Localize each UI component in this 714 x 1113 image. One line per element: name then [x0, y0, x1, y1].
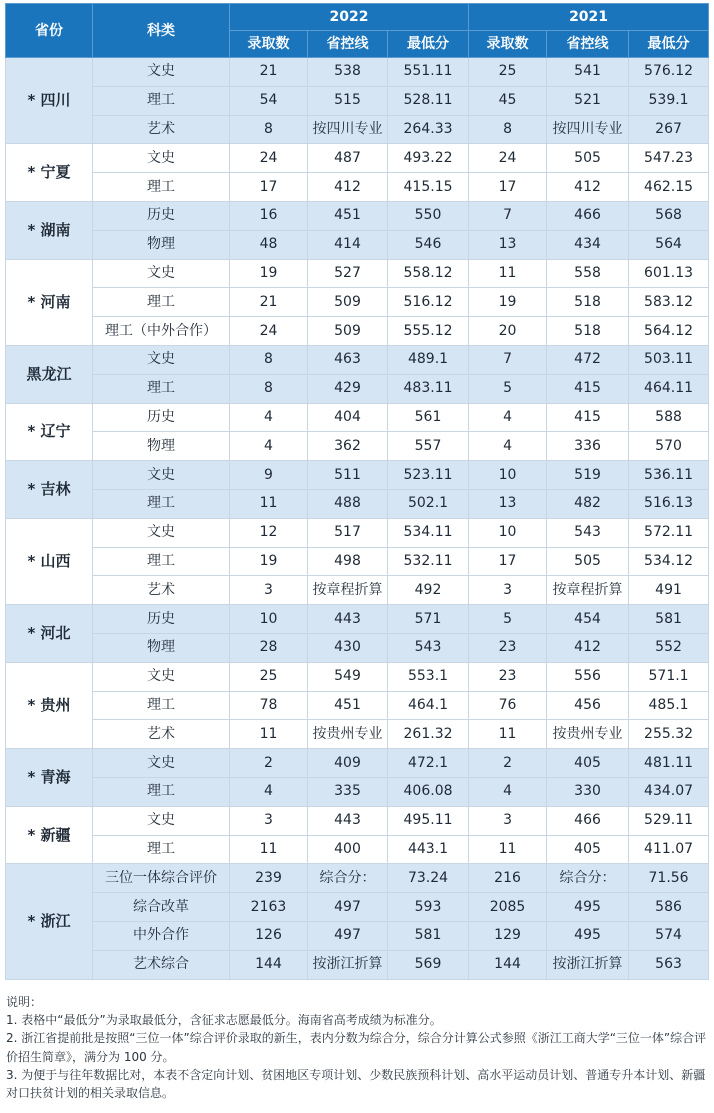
admitted-2021-cell: 17 — [469, 173, 547, 202]
min-score-2021-cell: 601.13 — [629, 259, 709, 288]
category-cell: 物理 — [93, 230, 230, 259]
category-cell: 文史 — [93, 259, 230, 288]
admitted-2022-cell: 25 — [230, 662, 308, 691]
control-line-2022-cell: 362 — [308, 432, 388, 461]
min-score-2021-cell: 485.1 — [629, 691, 709, 720]
min-score-2022-cell: 528.11 — [388, 86, 469, 115]
province-cell: * 辽宁 — [6, 403, 93, 461]
category-cell: 理工 — [93, 835, 230, 864]
control-line-2022-cell: 412 — [308, 173, 388, 202]
header-control-line-2021: 省控线 — [547, 31, 629, 58]
table-row — [6, 288, 709, 317]
min-score-2022-cell: 472.1 — [388, 749, 469, 778]
province-cell: * 青海 — [6, 749, 93, 807]
min-score-2021-cell: 411.07 — [629, 835, 709, 864]
admission-table — [5, 3, 709, 980]
table-row — [6, 86, 709, 115]
min-score-2022-cell: 546 — [388, 230, 469, 259]
min-score-2021-cell: 434.07 — [629, 777, 709, 806]
admitted-2022-cell: 9 — [230, 461, 308, 490]
category-cell: 理工 — [93, 86, 230, 115]
admitted-2021-cell: 3 — [469, 806, 547, 835]
admitted-2021-cell: 4 — [469, 432, 547, 461]
table-row — [6, 58, 709, 87]
min-score-2022-cell: 502.1 — [388, 489, 469, 518]
admitted-2021-cell: 17 — [469, 547, 547, 576]
min-score-2021-cell: 568 — [629, 201, 709, 230]
control-line-2022-cell: 404 — [308, 403, 388, 432]
control-line-2021-cell: 454 — [547, 605, 629, 634]
category-cell: 文史 — [93, 806, 230, 835]
table-row — [6, 518, 709, 547]
min-score-2021-cell: 570 — [629, 432, 709, 461]
note-item: 2. 浙江省提前批是按照“三位一体”综合评价录取的新生，表内分数为综合分，综合分计算公式参照《浙江工商大学“三位一体”综合评价招生简章》，满分为 100 分。 — [6, 1031, 707, 1064]
table-row — [6, 864, 709, 893]
header-province: 省份 — [6, 4, 93, 58]
min-score-2022-cell: 561 — [388, 403, 469, 432]
control-line-2022-cell: 509 — [308, 288, 388, 317]
control-line-2022-cell: 443 — [308, 806, 388, 835]
min-score-2022-cell: 550 — [388, 201, 469, 230]
min-score-2021-cell: 539.1 — [629, 86, 709, 115]
control-line-2021-cell: 558 — [547, 259, 629, 288]
header-year-2021: 2021 — [469, 4, 709, 31]
min-score-2022-cell: 443.1 — [388, 835, 469, 864]
min-score-2022-cell: 532.11 — [388, 547, 469, 576]
province-cell: * 四川 — [6, 58, 93, 144]
min-score-2022-cell: 464.1 — [388, 691, 469, 720]
control-line-2021-cell: 519 — [547, 461, 629, 490]
table-row — [6, 374, 709, 403]
control-line-2022-cell: 335 — [308, 777, 388, 806]
admitted-2022-cell: 24 — [230, 317, 308, 346]
min-score-2022-cell: 581 — [388, 921, 469, 950]
category-cell: 中外合作 — [93, 921, 230, 950]
min-score-2022-cell: 553.1 — [388, 662, 469, 691]
admitted-2022-cell: 8 — [230, 345, 308, 374]
control-line-2022-cell: 443 — [308, 605, 388, 634]
control-line-2022-cell: 按四川专业 — [308, 115, 388, 144]
control-line-2022-cell: 538 — [308, 58, 388, 87]
admitted-2021-cell: 23 — [469, 662, 547, 691]
header-min-score-2021: 最低分 — [629, 31, 709, 58]
min-score-2021-cell: 588 — [629, 403, 709, 432]
min-score-2021-cell: 255.32 — [629, 720, 709, 749]
admitted-2021-cell: 19 — [469, 288, 547, 317]
category-cell: 艺术 — [93, 576, 230, 605]
category-cell: 物理 — [93, 432, 230, 461]
min-score-2022-cell: 593 — [388, 893, 469, 922]
category-cell: 文史 — [93, 461, 230, 490]
table-row — [6, 259, 709, 288]
admitted-2021-cell: 20 — [469, 317, 547, 346]
control-line-2022-cell: 按贵州专业 — [308, 720, 388, 749]
admitted-2022-cell: 4 — [230, 777, 308, 806]
admitted-2022-cell: 21 — [230, 58, 308, 87]
min-score-2021-cell: 581 — [629, 605, 709, 634]
control-line-2022-cell: 488 — [308, 489, 388, 518]
category-cell: 理工（中外合作） — [93, 317, 230, 346]
min-score-2021-cell: 462.15 — [629, 173, 709, 202]
control-line-2022-cell: 517 — [308, 518, 388, 547]
control-line-2021-cell: 405 — [547, 835, 629, 864]
min-score-2021-cell: 571.1 — [629, 662, 709, 691]
table-row — [6, 461, 709, 490]
province-cell: * 山西 — [6, 518, 93, 604]
province-cell: * 新疆 — [6, 806, 93, 864]
min-score-2022-cell: 493.22 — [388, 144, 469, 173]
control-line-2022-cell: 400 — [308, 835, 388, 864]
category-cell: 三位一体综合评价 — [93, 864, 230, 893]
table-row — [6, 432, 709, 461]
admitted-2022-cell: 10 — [230, 605, 308, 634]
min-score-2022-cell: 543 — [388, 633, 469, 662]
header-min-score-2022: 最低分 — [388, 31, 469, 58]
table-row — [6, 345, 709, 374]
min-score-2021-cell: 576.12 — [629, 58, 709, 87]
min-score-2022-cell: 555.12 — [388, 317, 469, 346]
min-score-2021-cell: 564.12 — [629, 317, 709, 346]
control-line-2021-cell: 505 — [547, 547, 629, 576]
admitted-2021-cell: 11 — [469, 835, 547, 864]
control-line-2022-cell: 549 — [308, 662, 388, 691]
min-score-2021-cell: 583.12 — [629, 288, 709, 317]
min-score-2021-cell: 267 — [629, 115, 709, 144]
admitted-2022-cell: 28 — [230, 633, 308, 662]
control-line-2021-cell: 434 — [547, 230, 629, 259]
min-score-2021-cell: 71.56 — [629, 864, 709, 893]
admitted-2022-cell: 21 — [230, 288, 308, 317]
control-line-2021-cell: 482 — [547, 489, 629, 518]
control-line-2021-cell: 按浙江折算 — [547, 950, 629, 979]
control-line-2022-cell: 463 — [308, 345, 388, 374]
min-score-2022-cell: 557 — [388, 432, 469, 461]
table-row — [6, 806, 709, 835]
table-row — [6, 317, 709, 346]
admitted-2021-cell: 10 — [469, 518, 547, 547]
min-score-2021-cell: 491 — [629, 576, 709, 605]
category-cell: 艺术 — [93, 720, 230, 749]
control-line-2021-cell: 按四川专业 — [547, 115, 629, 144]
category-cell: 文史 — [93, 749, 230, 778]
control-line-2021-cell: 按章程折算 — [547, 576, 629, 605]
control-line-2022-cell: 414 — [308, 230, 388, 259]
min-score-2021-cell: 464.11 — [629, 374, 709, 403]
control-line-2022-cell: 按章程折算 — [308, 576, 388, 605]
table-row — [6, 230, 709, 259]
category-cell: 理工 — [93, 691, 230, 720]
min-score-2022-cell: 415.15 — [388, 173, 469, 202]
table-row — [6, 547, 709, 576]
province-cell: 黑龙江 — [6, 345, 93, 403]
min-score-2021-cell: 536.11 — [629, 461, 709, 490]
control-line-2022-cell: 498 — [308, 547, 388, 576]
table-row — [6, 633, 709, 662]
control-line-2021-cell: 518 — [547, 288, 629, 317]
admitted-2021-cell: 7 — [469, 201, 547, 230]
min-score-2022-cell: 571 — [388, 605, 469, 634]
min-score-2021-cell: 547.23 — [629, 144, 709, 173]
admitted-2021-cell: 4 — [469, 777, 547, 806]
min-score-2022-cell: 261.32 — [388, 720, 469, 749]
table-row — [6, 691, 709, 720]
notes-title: 说明： — [6, 995, 43, 1009]
min-score-2022-cell: 516.12 — [388, 288, 469, 317]
min-score-2022-cell: 534.11 — [388, 518, 469, 547]
table-row — [6, 115, 709, 144]
control-line-2021-cell: 472 — [547, 345, 629, 374]
control-line-2021-cell: 466 — [547, 201, 629, 230]
table-row — [6, 201, 709, 230]
min-score-2021-cell: 552 — [629, 633, 709, 662]
control-line-2022-cell: 497 — [308, 921, 388, 950]
category-cell: 理工 — [93, 489, 230, 518]
table-row — [6, 950, 709, 979]
admitted-2022-cell: 2163 — [230, 893, 308, 922]
control-line-2022-cell: 487 — [308, 144, 388, 173]
admitted-2021-cell: 13 — [469, 230, 547, 259]
admitted-2022-cell: 78 — [230, 691, 308, 720]
category-cell: 理工 — [93, 777, 230, 806]
admitted-2021-cell: 10 — [469, 461, 547, 490]
control-line-2022-cell: 430 — [308, 633, 388, 662]
header-admitted-2022: 录取数 — [230, 31, 308, 58]
admitted-2021-cell: 45 — [469, 86, 547, 115]
admitted-2022-cell: 11 — [230, 489, 308, 518]
header-year-2022: 2022 — [230, 4, 469, 31]
table-row — [6, 489, 709, 518]
admitted-2022-cell: 16 — [230, 201, 308, 230]
category-cell: 文史 — [93, 662, 230, 691]
notes — [6, 993, 710, 1102]
control-line-2021-cell: 505 — [547, 144, 629, 173]
admitted-2021-cell: 11 — [469, 259, 547, 288]
admitted-2022-cell: 11 — [230, 835, 308, 864]
control-line-2021-cell: 412 — [547, 633, 629, 662]
admitted-2021-cell: 24 — [469, 144, 547, 173]
admitted-2022-cell: 8 — [230, 115, 308, 144]
min-score-2022-cell: 73.24 — [388, 864, 469, 893]
min-score-2022-cell: 523.11 — [388, 461, 469, 490]
note-item: 3. 为便于与往年数据比对，本表不含定向计划、贫困地区专项计划、少数民族预科计划、高水平运动员计划、普通专升本计划、新疆对口扶贫计划的相关录取信息。 — [6, 1067, 706, 1101]
min-score-2022-cell: 489.1 — [388, 345, 469, 374]
category-cell: 理工 — [93, 173, 230, 202]
min-score-2021-cell: 563 — [629, 950, 709, 979]
min-score-2021-cell: 516.13 — [629, 489, 709, 518]
admitted-2021-cell: 8 — [469, 115, 547, 144]
min-score-2021-cell: 481.11 — [629, 749, 709, 778]
control-line-2022-cell: 511 — [308, 461, 388, 490]
admitted-2022-cell: 4 — [230, 403, 308, 432]
control-line-2021-cell: 466 — [547, 806, 629, 835]
control-line-2021-cell: 556 — [547, 662, 629, 691]
control-line-2021-cell: 415 — [547, 374, 629, 403]
table-row — [6, 921, 709, 950]
admitted-2022-cell: 12 — [230, 518, 308, 547]
min-score-2022-cell: 551.11 — [388, 58, 469, 87]
category-cell: 文史 — [93, 144, 230, 173]
admitted-2021-cell: 11 — [469, 720, 547, 749]
admitted-2022-cell: 19 — [230, 547, 308, 576]
admitted-2021-cell: 5 — [469, 374, 547, 403]
min-score-2021-cell: 574 — [629, 921, 709, 950]
admitted-2022-cell: 17 — [230, 173, 308, 202]
admitted-2021-cell: 2085 — [469, 893, 547, 922]
category-cell: 历史 — [93, 605, 230, 634]
category-cell: 艺术 — [93, 115, 230, 144]
header-admitted-2021: 录取数 — [469, 31, 547, 58]
min-score-2021-cell: 529.11 — [629, 806, 709, 835]
note-item: 1. 表格中“最低分”为录取最低分，含征求志愿最低分。海南省高考成绩为标准分。 — [6, 1013, 442, 1028]
category-cell: 文史 — [93, 345, 230, 374]
min-score-2022-cell: 483.11 — [388, 374, 469, 403]
admitted-2022-cell: 24 — [230, 144, 308, 173]
min-score-2021-cell: 534.12 — [629, 547, 709, 576]
admitted-2021-cell: 76 — [469, 691, 547, 720]
admitted-2021-cell: 4 — [469, 403, 547, 432]
province-cell: * 河南 — [6, 259, 93, 345]
control-line-2021-cell: 412 — [547, 173, 629, 202]
control-line-2021-cell: 518 — [547, 317, 629, 346]
table-row — [6, 605, 709, 634]
min-score-2022-cell: 406.08 — [388, 777, 469, 806]
table-row — [6, 173, 709, 202]
header-category: 科类 — [93, 4, 230, 58]
admitted-2022-cell: 54 — [230, 86, 308, 115]
min-score-2022-cell: 492 — [388, 576, 469, 605]
control-line-2022-cell: 515 — [308, 86, 388, 115]
table-row — [6, 777, 709, 806]
control-line-2021-cell: 543 — [547, 518, 629, 547]
control-line-2022-cell: 527 — [308, 259, 388, 288]
admitted-2022-cell: 48 — [230, 230, 308, 259]
admitted-2022-cell: 3 — [230, 576, 308, 605]
control-line-2021-cell: 541 — [547, 58, 629, 87]
table-row — [6, 720, 709, 749]
admitted-2022-cell: 8 — [230, 374, 308, 403]
header-control-line-2022: 省控线 — [308, 31, 388, 58]
table-row — [6, 144, 709, 173]
category-cell: 艺术综合 — [93, 950, 230, 979]
min-score-2022-cell: 495.11 — [388, 806, 469, 835]
control-line-2021-cell: 495 — [547, 893, 629, 922]
admitted-2021-cell: 25 — [469, 58, 547, 87]
control-line-2021-cell: 综合分： — [547, 864, 629, 893]
admitted-2022-cell: 239 — [230, 864, 308, 893]
control-line-2021-cell: 415 — [547, 403, 629, 432]
admitted-2021-cell: 3 — [469, 576, 547, 605]
admitted-2022-cell: 144 — [230, 950, 308, 979]
admitted-2021-cell: 144 — [469, 950, 547, 979]
admitted-2022-cell: 11 — [230, 720, 308, 749]
category-cell: 物理 — [93, 633, 230, 662]
control-line-2021-cell: 405 — [547, 749, 629, 778]
province-cell: * 湖南 — [6, 201, 93, 259]
category-cell: 理工 — [93, 374, 230, 403]
min-score-2021-cell: 503.11 — [629, 345, 709, 374]
category-cell: 理工 — [93, 547, 230, 576]
control-line-2021-cell: 521 — [547, 86, 629, 115]
table-row — [6, 662, 709, 691]
control-line-2022-cell: 451 — [308, 691, 388, 720]
control-line-2021-cell: 按贵州专业 — [547, 720, 629, 749]
control-line-2021-cell: 330 — [547, 777, 629, 806]
control-line-2022-cell: 451 — [308, 201, 388, 230]
admitted-2022-cell: 3 — [230, 806, 308, 835]
control-line-2022-cell: 429 — [308, 374, 388, 403]
admitted-2021-cell: 13 — [469, 489, 547, 518]
control-line-2021-cell: 336 — [547, 432, 629, 461]
category-cell: 历史 — [93, 403, 230, 432]
control-line-2021-cell: 495 — [547, 921, 629, 950]
province-cell: * 贵州 — [6, 662, 93, 748]
control-line-2022-cell: 综合分： — [308, 864, 388, 893]
min-score-2021-cell: 572.11 — [629, 518, 709, 547]
table-row — [6, 893, 709, 922]
table-row — [6, 749, 709, 778]
control-line-2022-cell: 409 — [308, 749, 388, 778]
category-cell: 综合改革 — [93, 893, 230, 922]
admitted-2022-cell: 4 — [230, 432, 308, 461]
category-cell: 理工 — [93, 288, 230, 317]
table-row — [6, 576, 709, 605]
admitted-2021-cell: 5 — [469, 605, 547, 634]
admitted-2022-cell: 2 — [230, 749, 308, 778]
control-line-2021-cell: 456 — [547, 691, 629, 720]
province-cell: * 宁夏 — [6, 144, 93, 202]
admitted-2021-cell: 129 — [469, 921, 547, 950]
province-cell: * 浙江 — [6, 864, 93, 979]
table-body — [6, 58, 709, 980]
category-cell: 文史 — [93, 518, 230, 547]
admitted-2022-cell: 126 — [230, 921, 308, 950]
min-score-2021-cell: 564 — [629, 230, 709, 259]
min-score-2022-cell: 558.12 — [388, 259, 469, 288]
table-row — [6, 835, 709, 864]
admitted-2021-cell: 23 — [469, 633, 547, 662]
admitted-2021-cell: 7 — [469, 345, 547, 374]
table-header — [6, 4, 709, 58]
control-line-2022-cell: 按浙江折算 — [308, 950, 388, 979]
admitted-2021-cell: 216 — [469, 864, 547, 893]
min-score-2022-cell: 569 — [388, 950, 469, 979]
province-cell: * 吉林 — [6, 461, 93, 519]
control-line-2022-cell: 497 — [308, 893, 388, 922]
admitted-2022-cell: 19 — [230, 259, 308, 288]
min-score-2022-cell: 264.33 — [388, 115, 469, 144]
admitted-2021-cell: 2 — [469, 749, 547, 778]
min-score-2021-cell: 586 — [629, 893, 709, 922]
province-cell: * 河北 — [6, 605, 93, 663]
control-line-2022-cell: 509 — [308, 317, 388, 346]
table-row — [6, 403, 709, 432]
category-cell: 文史 — [93, 58, 230, 87]
category-cell: 历史 — [93, 201, 230, 230]
